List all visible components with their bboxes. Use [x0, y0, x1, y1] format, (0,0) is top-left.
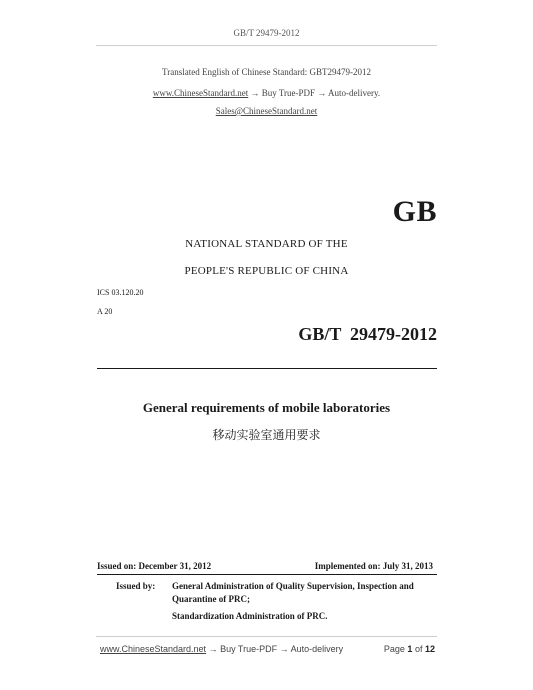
- page-of: of: [414, 644, 423, 654]
- issuer-line2: Quarantine of PRC;: [172, 594, 250, 604]
- page-number: [384, 644, 435, 654]
- footer-divider: [96, 636, 437, 637]
- footer-buy-text: → Buy True-PDF → Auto-delivery: [206, 644, 344, 654]
- issued-on-date: Issued on: December 31, 2012: [97, 561, 212, 571]
- title-chinese: 移动实验室通用要求: [212, 428, 321, 442]
- page-label: Page: [383, 644, 405, 654]
- title-english: General requirements of mobile laboratories: [142, 400, 391, 415]
- running-header: GB/T 29479-2012: [233, 28, 300, 38]
- national-standard-line2: PEOPLE'S REPUBLIC OF CHINA: [184, 265, 349, 277]
- website-link[interactable]: www.ChineseStandard.net: [152, 88, 249, 98]
- dates-divider: [97, 574, 437, 575]
- sales-email-link[interactable]: Sales@ChineseStandard.net: [215, 106, 318, 116]
- page-current: 1: [407, 644, 413, 654]
- title-divider: [97, 368, 437, 369]
- buy-text: → Buy True-PDF → Auto-delivery.: [248, 88, 381, 98]
- issued-by-block: [116, 580, 414, 623]
- footer-website-link[interactable]: www.ChineseStandard.net: [100, 644, 207, 654]
- national-standard-line1: NATIONAL STANDARD OF THE: [185, 238, 348, 250]
- page-total: 12: [424, 644, 435, 654]
- ics-code: ICS 03.120.20: [97, 288, 144, 297]
- translation-notice: Translated English of Chinese Standard: GBT29479-2012: [162, 67, 371, 77]
- issuer-line1: General Administration of Quality Supervision, Inspection and: [172, 581, 414, 591]
- header-divider: [96, 45, 437, 46]
- issuer-line3: Standardization Administration of PRC.: [172, 611, 328, 621]
- purchase-line: [0, 88, 533, 98]
- implemented-on-date: Implemented on: July 31, 2013: [314, 561, 433, 571]
- footer-purchase-line: [100, 644, 343, 654]
- standard-number: GB/T 29479-2012: [298, 324, 437, 344]
- gb-mark: GB: [392, 195, 437, 228]
- issued-by-label: Issued by:: [116, 581, 156, 591]
- sales-line: [0, 106, 533, 116]
- classification-code: A 20: [97, 307, 113, 316]
